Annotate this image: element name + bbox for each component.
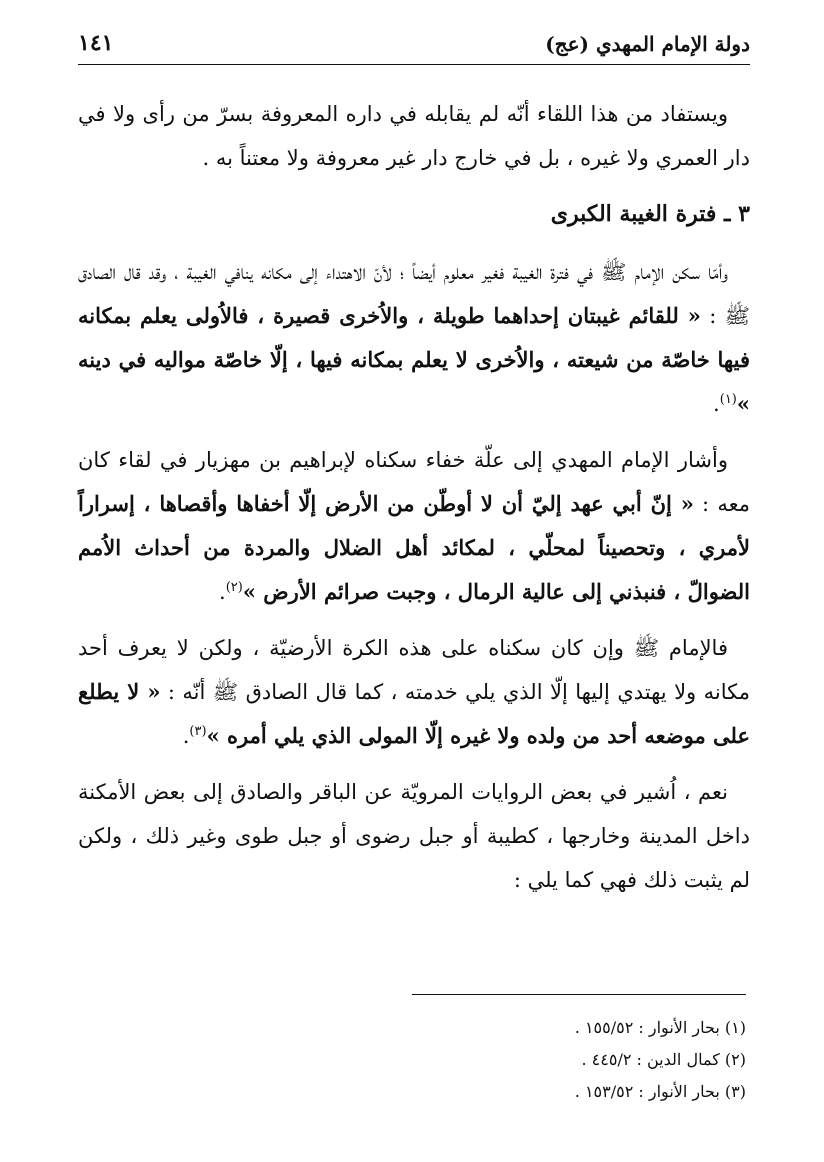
footnote-ref-3: (٣) bbox=[189, 724, 207, 739]
footnote bbox=[326, 1012, 746, 1044]
footnote-text: بحار الأنوار : ١٥٥/٥٢ . bbox=[574, 1018, 720, 1037]
quote-sadiq: « للقائم غيبتان إحداهما طويلة ، والاُخرى قصيرة ، فالاُولى يعلم بمكانه فيها خاصّة من شيعته ، والاُخرى لا يعلم بمكانه فيها ، إلّا خاصّة مواليه في دينه » bbox=[78, 303, 750, 416]
paragraph-4-text: فالإمام ﷺ وإن كان سكناه على هذه الكرة الأرضيّة ، ولكن لا يعرف أحد مكانه ولا يهتدي إليها إلّا الذي يلي خدمته ، كما قال الصادق ﷺ أنّه : bbox=[78, 636, 750, 704]
paragraph-4: فالإمام ﷺ وإن كان سكناه على هذه الكرة الأرضيّة ، ولكن لا يعرف أحد مكانه ولا يهتدي إليها إلّا الذي يلي خدمته ، كما قال الصادق ﷺ أنّه : « لا يطلع على موضعه أحد من ولده ولا غيره إلّا المولى الذي يلي أمره »$^{(٣)}$. bbox=[78, 636, 750, 748]
quote-sadiq-2: « لا يطلع على موضعه أحد من ولده ولا غيره إلّا المولى الذي يلي أمره » bbox=[78, 679, 750, 748]
paragraph-5: نعم ، اُشير في بعض الروايات المرويّة عن الباقر والصادق إلى بعض الأمكنة داخل المدينة وخارجها ، كطيبة أو جبل رضوى أو جبل طوى وغير ذلك ، ولكن لم يثبت ذلك فهي كما يلي : bbox=[78, 780, 750, 892]
main-text bbox=[78, 92, 750, 914]
footnote-number: (١) bbox=[724, 1018, 746, 1037]
running-title: دولة الإمام المهدي (عج) bbox=[545, 32, 750, 56]
footnote-number: (٢) bbox=[724, 1050, 746, 1069]
paragraph-1: ويستفاد من هذا اللقاء أنّه لم يقابله في داره المعروفة بسرّ من رأى ولا في دار العمري ولا غيره ، بل في خارج دار غير معروفة ولا معتناً به . bbox=[78, 102, 750, 170]
paragraph-3: وأشار الإمام المهدي إلى علّة خفاء سكناه لإبراهيم بن مهزيار في لقاء كان معه : « إنّ أبي عهد إليّ أن لا أوطّن من الأرض إلّا أخفاها وأقصاها ، إسراراً لأمري ، وتحصيناً لمحلّي ، لمكائد أهل الضلال والمردة من أحداث الاُمم الضوالّ ، فنبذني إلى عالية الرمال ، وجبت صرائم الأرض »$^{(٢)}$. bbox=[78, 448, 750, 604]
page-header bbox=[78, 28, 750, 65]
paragraph-2-text: وأمّا سكن الإمام ﷺ في فترة الغيبة فغير معلوم أيضاً ؛ لأنّ الاهتداء إلى مكانه ينافي الغيبة ، وقد قال الصادق ﷺ : bbox=[78, 260, 751, 328]
page-number: ١٤١ bbox=[78, 30, 114, 56]
footnotes bbox=[326, 1012, 746, 1108]
footnote-number: (٣) bbox=[724, 1082, 746, 1101]
quote-mahdi: « إنّ أبي عهد إليّ أن لا أوطّن من الأرض إلّا أخفاها وأقصاها ، إسراراً لأمري ، وتحصيناً لمحلّي ، لمكائد أهل الضلال والمردة من أحداث الاُمم الضوالّ ، فنبذني إلى عالية الرمال ، وجبت صرائم الأرض » bbox=[78, 491, 750, 604]
footnote-text: كمال الدين : ٤٤٥/٢ . bbox=[581, 1050, 720, 1069]
footnote bbox=[326, 1076, 746, 1108]
paragraph-2: وأمّا سكن الإمام ﷺ في فترة الغيبة فغير معلوم أيضاً ؛ لأنّ الاهتداء إلى مكانه ينافي الغيبة ، وقد قال الصادق ﷺ : « للقائم غيبتان إحداهما طويلة ، والاُخرى قصيرة ، فالاُولى يعلم بمكانه فيها خاصّة من شيعته ، والاُخرى لا يعلم بمكانه فيها ، إلّا خاصّة مواليه في دينه »$^{(١)}$. bbox=[78, 260, 751, 416]
footnote-ref-2: (٢) bbox=[225, 580, 243, 595]
footnote-ref-1: (١) bbox=[719, 392, 737, 407]
footnote-text: بحار الأنوار : ١٥٣/٥٢ . bbox=[574, 1082, 720, 1101]
section-heading: ٣ ـ فترة الغيبة الكبرى bbox=[550, 201, 750, 227]
footnote-divider bbox=[412, 994, 746, 995]
footnote bbox=[326, 1044, 746, 1076]
paragraph-3-text: وأشار الإمام المهدي إلى علّة خفاء سكناه لإبراهيم بن مهزيار في لقاء كان معه : bbox=[78, 448, 750, 516]
